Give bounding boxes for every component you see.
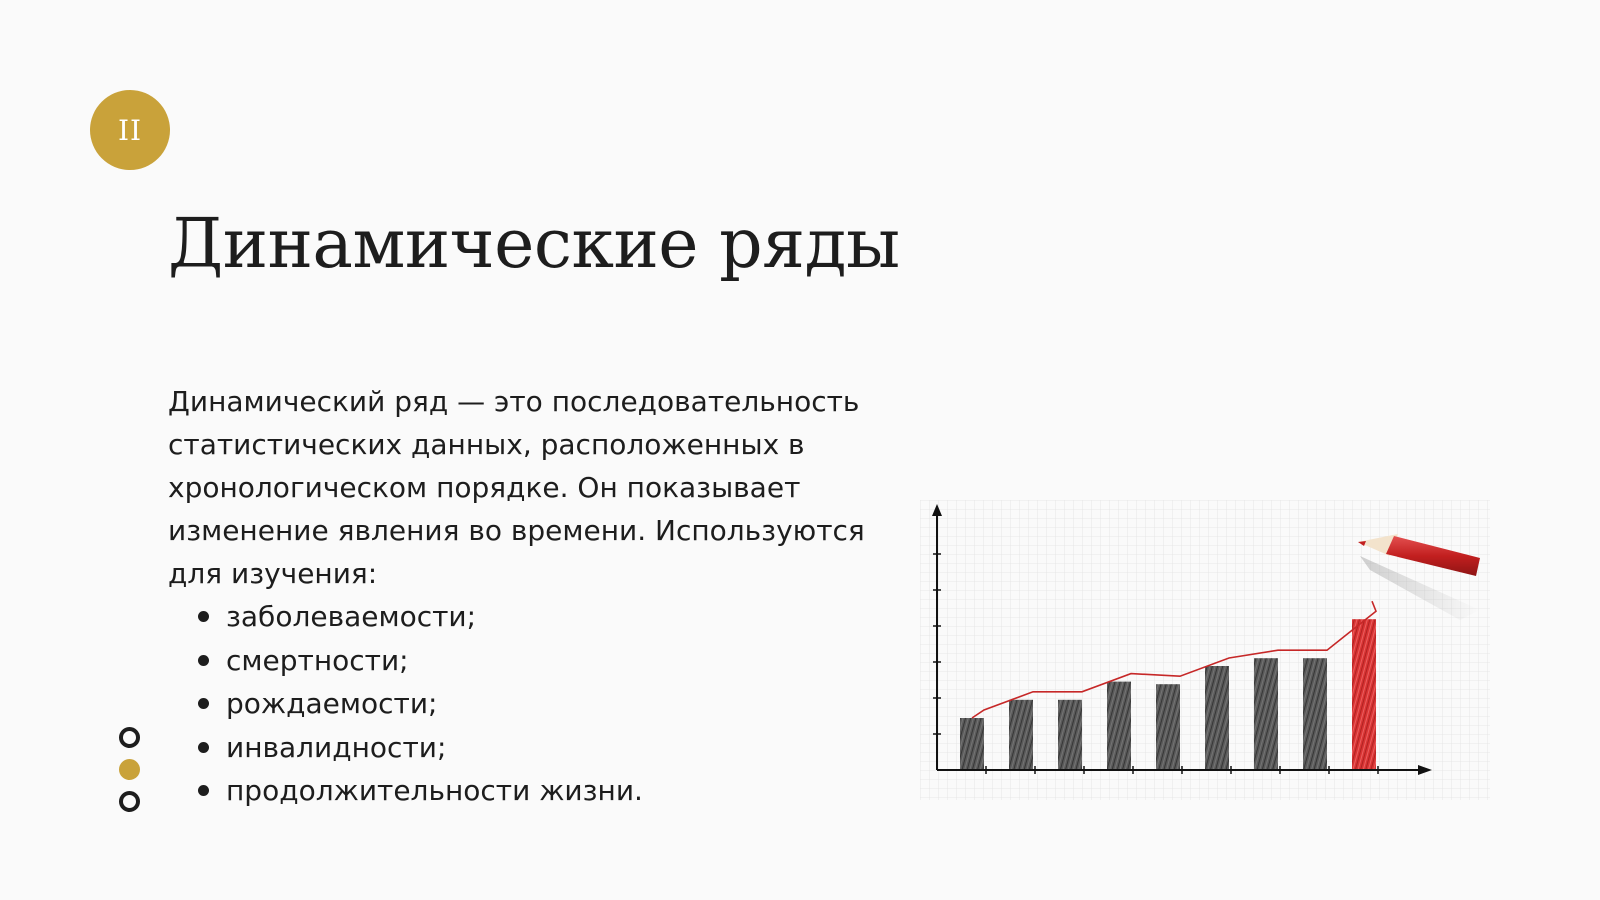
bar	[1009, 700, 1033, 770]
definition-paragraph: Динамический ряд — это последовательность статистических данных, расположенных в хронологическом порядке. Он показывает изменение явления во времени. Используются для изучения:	[168, 385, 865, 590]
list-item: инвалидности;	[198, 726, 888, 770]
bar	[960, 718, 984, 770]
usage-list	[168, 595, 888, 813]
growth-bar-chart-illustration	[920, 500, 1520, 815]
list-item: смертности;	[198, 639, 888, 683]
bar	[1303, 658, 1327, 770]
bar-chart	[920, 500, 1520, 815]
list-item: заболеваемости;	[198, 595, 888, 639]
list-item: рождаемости;	[198, 682, 888, 726]
bar	[1107, 682, 1131, 770]
nav-dot-outline	[119, 791, 140, 812]
slide-navigation-dots	[119, 727, 141, 823]
section-number: II	[117, 113, 143, 147]
section-number-badge	[90, 90, 170, 170]
nav-dot-outline	[119, 727, 140, 748]
bar	[1156, 684, 1180, 770]
bar	[1205, 666, 1229, 770]
slide-title: Динамические ряды	[168, 205, 900, 284]
bar	[1058, 700, 1082, 770]
nav-dot-active	[119, 759, 140, 780]
bar	[1254, 658, 1278, 770]
list-item: продолжительности жизни.	[198, 769, 888, 813]
slide-body	[168, 380, 888, 813]
highlight-bar	[1352, 619, 1376, 770]
